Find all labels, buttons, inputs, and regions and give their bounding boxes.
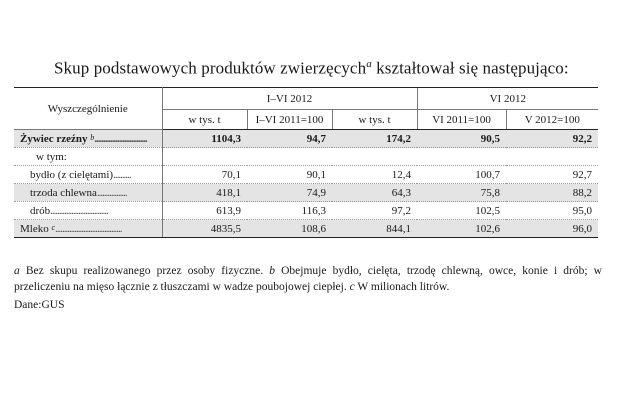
cell: 613,9 [162, 202, 247, 220]
title-text-rest: kształtował się następująco: [371, 58, 569, 78]
row-label: drób................................. [14, 202, 162, 220]
cell [506, 148, 598, 166]
footnote-a-text: Bez skupu realizowanego przez osoby fizyczne. [19, 265, 270, 277]
table-row [14, 202, 598, 220]
cell: 4835,5 [162, 220, 247, 238]
header-col-volume-h1: w tys. t [162, 110, 247, 130]
cell: 1104,3 [162, 130, 247, 148]
header-col-index-mom: V 2012=100 [506, 110, 598, 130]
cell: 116,3 [247, 202, 332, 220]
cell: 88,2 [506, 184, 598, 202]
cell: 90,1 [247, 166, 332, 184]
title-text: Skup podstawowych produktów zwierzęcych [54, 58, 367, 78]
header-col-index-yoy: VI 2011=100 [417, 110, 506, 130]
table-row [14, 184, 598, 202]
header-group-june: VI 2012 [417, 88, 598, 110]
cell: 100,7 [417, 166, 506, 184]
header-group-h1: I–VI 2012 [162, 88, 417, 110]
title-footnote-mark: a [366, 58, 372, 70]
footnote-mark-c: c [349, 281, 355, 293]
cell: 12,4 [332, 166, 417, 184]
row-label: bydło (z cielętami).......... [14, 166, 162, 184]
source-note: Dane:GUS [14, 299, 65, 311]
footnotes [14, 263, 602, 295]
header-row-groups [14, 88, 598, 110]
cell: 174,2 [332, 130, 417, 148]
header-col-volume-june: w tys. t [332, 110, 417, 130]
table-row [14, 220, 598, 238]
cell [247, 148, 332, 166]
cell [162, 148, 247, 166]
cell: 74,9 [247, 184, 332, 202]
table-row [14, 166, 598, 184]
footnote-b-text: Obejmuje bydło, cielęta, trzodę chlewną, owce, konie i drób; w przeliczeniu na mięso łącznie z tłuszczami w wadze poubojowej ciepłej. [14, 265, 602, 293]
table-row [14, 130, 598, 148]
cell: 95,0 [506, 202, 598, 220]
footnote-mark-b: b [269, 265, 275, 277]
cell: 97,2 [332, 202, 417, 220]
cell: 64,3 [332, 184, 417, 202]
cell: 108,6 [247, 220, 332, 238]
header-stub: Wyszczególnienie [14, 88, 162, 130]
cell: 94,7 [247, 130, 332, 148]
cell: 418,1 [162, 184, 247, 202]
header-col-index-h1: I–VI 2011=100 [247, 110, 332, 130]
cell [417, 148, 506, 166]
cell [332, 148, 417, 166]
row-label: Mleko $^c$...................................... [14, 220, 162, 238]
cell: 92,2 [506, 130, 598, 148]
data-table [14, 87, 598, 238]
row-label: Żywiec rzeźny $^b$.............................. [14, 130, 162, 148]
cell: 92,7 [506, 166, 598, 184]
cell: 90,5 [417, 130, 506, 148]
cell: 70,1 [162, 166, 247, 184]
footnote-c-text: W milionach litrów. [354, 281, 450, 293]
cell: 102,6 [417, 220, 506, 238]
row-label: w tym: [14, 148, 162, 166]
cell: 102,5 [417, 202, 506, 220]
row-label: trzoda chlewna................. [14, 184, 162, 202]
table-row [14, 148, 598, 166]
cell: 96,0 [506, 220, 598, 238]
cell: 844,1 [332, 220, 417, 238]
footnote-mark-a: a [14, 265, 20, 277]
table-title [54, 58, 569, 79]
cell: 75,8 [417, 184, 506, 202]
